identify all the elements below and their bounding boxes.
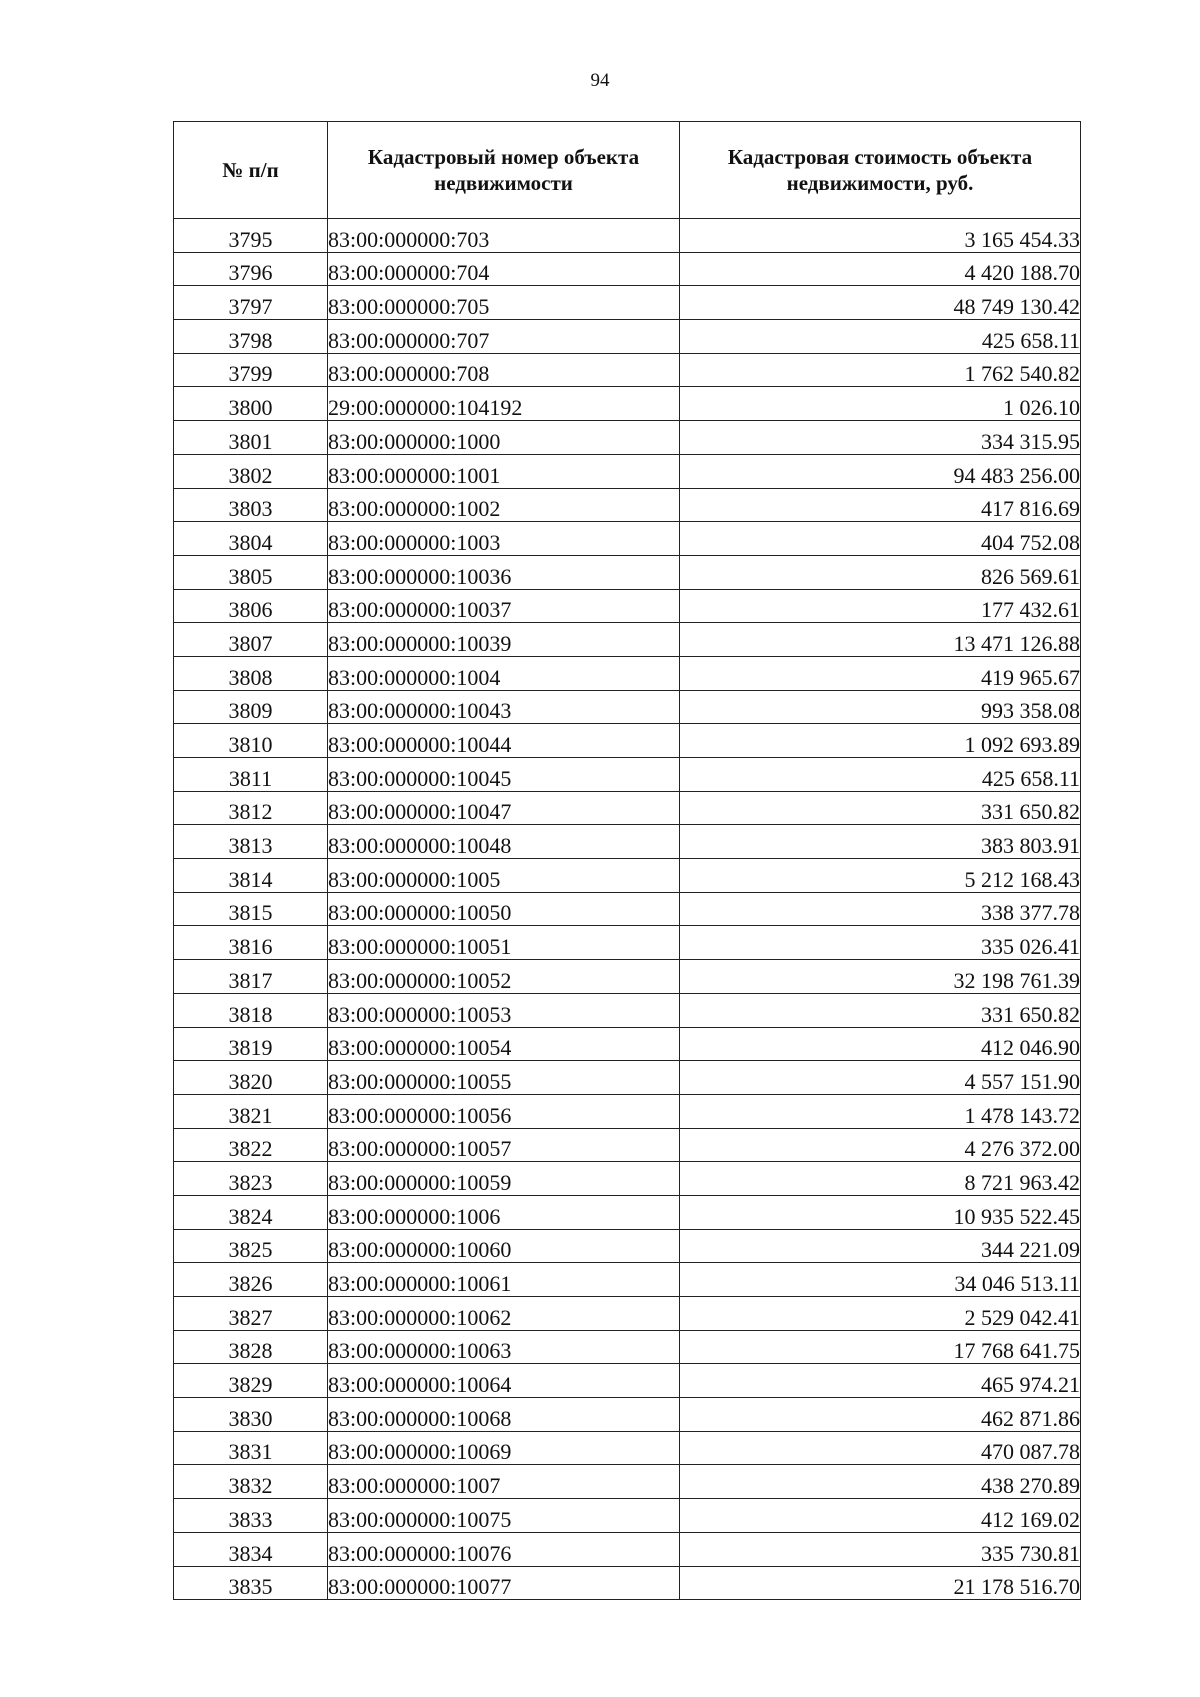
table-row [174, 1330, 1081, 1364]
cadastral-number: 83:00:000000:1006 [328, 1195, 680, 1229]
cadastral-number: 83:00:000000:10045 [328, 758, 680, 792]
row-number: 3799 [174, 353, 328, 387]
row-number: 3797 [174, 286, 328, 320]
cadastral-number: 83:00:000000:10059 [328, 1162, 680, 1196]
table-row [174, 1128, 1081, 1162]
table-row [174, 791, 1081, 825]
cadastral-number: 83:00:000000:10063 [328, 1330, 680, 1364]
cadastral-number: 83:00:000000:10036 [328, 555, 680, 589]
row-number: 3813 [174, 825, 328, 859]
table-row [174, 1532, 1081, 1566]
row-number: 3816 [174, 926, 328, 960]
table-row [174, 758, 1081, 792]
row-number: 3835 [174, 1566, 328, 1600]
cadastral-value: 4 557 151.90 [680, 1061, 1081, 1095]
cadastral-number: 83:00:000000:10039 [328, 623, 680, 657]
row-number: 3831 [174, 1431, 328, 1465]
table-row [174, 454, 1081, 488]
cadastral-value: 425 658.11 [680, 758, 1081, 792]
row-number: 3802 [174, 454, 328, 488]
cadastral-number: 83:00:000000:10052 [328, 960, 680, 994]
row-number: 3826 [174, 1263, 328, 1297]
table-row [174, 1195, 1081, 1229]
cadastral-value: 470 087.78 [680, 1431, 1081, 1465]
row-number: 3798 [174, 320, 328, 354]
table-row [174, 690, 1081, 724]
cadastral-number: 83:00:000000:10068 [328, 1398, 680, 1432]
row-number: 3834 [174, 1532, 328, 1566]
row-number: 3811 [174, 758, 328, 792]
cadastral-number: 83:00:000000:10054 [328, 1027, 680, 1061]
table-row [174, 219, 1081, 253]
row-number: 3828 [174, 1330, 328, 1364]
table-row [174, 1364, 1081, 1398]
cadastral-value: 465 974.21 [680, 1364, 1081, 1398]
cadastral-value: 438 270.89 [680, 1465, 1081, 1499]
table-row [174, 1162, 1081, 1196]
cadastral-value: 48 749 130.42 [680, 286, 1081, 320]
cadastral-value: 412 046.90 [680, 1027, 1081, 1061]
table-row [174, 724, 1081, 758]
table-row [174, 353, 1081, 387]
header-cadastral-value: Кадастровая стоимость объекта недвижимости, руб. [680, 122, 1081, 219]
cadastral-value: 417 816.69 [680, 488, 1081, 522]
table-row [174, 859, 1081, 893]
cadastral-number: 83:00:000000:10047 [328, 791, 680, 825]
row-number: 3818 [174, 993, 328, 1027]
table-row [174, 892, 1081, 926]
cadastral-value: 5 212 168.43 [680, 859, 1081, 893]
table-row [174, 1398, 1081, 1432]
cadastral-value: 425 658.11 [680, 320, 1081, 354]
cadastral-value: 94 483 256.00 [680, 454, 1081, 488]
cadastral-number: 83:00:000000:10076 [328, 1532, 680, 1566]
table-row [174, 993, 1081, 1027]
cadastral-value: 1 026.10 [680, 387, 1081, 421]
table-row [174, 960, 1081, 994]
cadastral-number: 83:00:000000:10061 [328, 1263, 680, 1297]
cadastral-value: 32 198 761.39 [680, 960, 1081, 994]
table-row [174, 1229, 1081, 1263]
table-row [174, 1499, 1081, 1533]
cadastral-value: 4 276 372.00 [680, 1128, 1081, 1162]
page-number: 94 [590, 70, 610, 91]
cadastral-number: 83:00:000000:10075 [328, 1499, 680, 1533]
cadastral-value: 335 026.41 [680, 926, 1081, 960]
row-number: 3812 [174, 791, 328, 825]
cadastral-number: 83:00:000000:1000 [328, 421, 680, 455]
cadastral-number: 29:00:000000:104192 [328, 387, 680, 421]
table-row [174, 825, 1081, 859]
table-row [174, 421, 1081, 455]
cadastral-value: 334 315.95 [680, 421, 1081, 455]
cadastral-number: 83:00:000000:10062 [328, 1297, 680, 1331]
cadastral-number: 83:00:000000:10056 [328, 1094, 680, 1128]
cadastral-value: 419 965.67 [680, 656, 1081, 690]
cadastral-number: 83:00:000000:10069 [328, 1431, 680, 1465]
cadastral-number: 83:00:000000:707 [328, 320, 680, 354]
cadastral-value: 338 377.78 [680, 892, 1081, 926]
row-number: 3817 [174, 960, 328, 994]
cadastral-number: 83:00:000000:10060 [328, 1229, 680, 1263]
cadastral-number: 83:00:000000:10037 [328, 589, 680, 623]
row-number: 3804 [174, 522, 328, 556]
table-row [174, 252, 1081, 286]
cadastral-value: 1 092 693.89 [680, 724, 1081, 758]
table-row [174, 656, 1081, 690]
cadastral-value: 17 768 641.75 [680, 1330, 1081, 1364]
cadastral-number: 83:00:000000:1003 [328, 522, 680, 556]
row-number: 3803 [174, 488, 328, 522]
table-row [174, 623, 1081, 657]
cadastral-number: 83:00:000000:1002 [328, 488, 680, 522]
table-row [174, 286, 1081, 320]
table-row [174, 1061, 1081, 1095]
cadastral-number: 83:00:000000:704 [328, 252, 680, 286]
cadastral-number: 83:00:000000:703 [328, 219, 680, 253]
cadastral-number: 83:00:000000:10051 [328, 926, 680, 960]
row-number: 3809 [174, 690, 328, 724]
row-number: 3796 [174, 252, 328, 286]
table-row [174, 589, 1081, 623]
cadastral-number: 83:00:000000:10064 [328, 1364, 680, 1398]
cadastral-number: 83:00:000000:10048 [328, 825, 680, 859]
cadastral-number: 83:00:000000:10043 [328, 690, 680, 724]
cadastral-value: 34 046 513.11 [680, 1263, 1081, 1297]
cadastral-value: 10 935 522.45 [680, 1195, 1081, 1229]
cadastral-number: 83:00:000000:10077 [328, 1566, 680, 1600]
cadastral-number: 83:00:000000:1004 [328, 656, 680, 690]
cadastral-number: 83:00:000000:708 [328, 353, 680, 387]
cadastral-value: 1 478 143.72 [680, 1094, 1081, 1128]
table-row [174, 1027, 1081, 1061]
cadastral-value: 177 432.61 [680, 589, 1081, 623]
cadastral-value: 462 871.86 [680, 1398, 1081, 1432]
cadastral-value-table [173, 121, 1081, 1600]
table-header-row [174, 122, 1081, 219]
row-number: 3800 [174, 387, 328, 421]
row-number: 3820 [174, 1061, 328, 1095]
row-number: 3832 [174, 1465, 328, 1499]
table-row [174, 1094, 1081, 1128]
row-number: 3822 [174, 1128, 328, 1162]
cadastral-number: 83:00:000000:10055 [328, 1061, 680, 1095]
row-number: 3827 [174, 1297, 328, 1331]
cadastral-number: 83:00:000000:10057 [328, 1128, 680, 1162]
cadastral-value: 335 730.81 [680, 1532, 1081, 1566]
cadastral-number: 83:00:000000:10050 [328, 892, 680, 926]
cadastral-number: 83:00:000000:1007 [328, 1465, 680, 1499]
row-number: 3823 [174, 1162, 328, 1196]
row-number: 3810 [174, 724, 328, 758]
cadastral-value: 404 752.08 [680, 522, 1081, 556]
cadastral-value: 331 650.82 [680, 791, 1081, 825]
cadastral-value: 8 721 963.42 [680, 1162, 1081, 1196]
cadastral-value: 331 650.82 [680, 993, 1081, 1027]
cadastral-value: 1 762 540.82 [680, 353, 1081, 387]
row-number: 3808 [174, 656, 328, 690]
cadastral-value: 344 221.09 [680, 1229, 1081, 1263]
row-number: 3795 [174, 219, 328, 253]
row-number: 3821 [174, 1094, 328, 1128]
table-row [174, 1566, 1081, 1600]
row-number: 3801 [174, 421, 328, 455]
cadastral-value: 2 529 042.41 [680, 1297, 1081, 1331]
cadastral-value: 993 358.08 [680, 690, 1081, 724]
table-row [174, 1465, 1081, 1499]
row-number: 3833 [174, 1499, 328, 1533]
cadastral-value: 826 569.61 [680, 555, 1081, 589]
row-number: 3830 [174, 1398, 328, 1432]
row-number: 3815 [174, 892, 328, 926]
cadastral-value: 3 165 454.33 [680, 219, 1081, 253]
row-number: 3824 [174, 1195, 328, 1229]
row-number: 3805 [174, 555, 328, 589]
table-row [174, 387, 1081, 421]
table-row [174, 488, 1081, 522]
row-number: 3825 [174, 1229, 328, 1263]
row-number: 3829 [174, 1364, 328, 1398]
cadastral-number: 83:00:000000:10044 [328, 724, 680, 758]
row-number: 3807 [174, 623, 328, 657]
table-row [174, 1297, 1081, 1331]
row-number: 3806 [174, 589, 328, 623]
table-row [174, 926, 1081, 960]
cadastral-number: 83:00:000000:10053 [328, 993, 680, 1027]
table-row [174, 522, 1081, 556]
cadastral-value: 4 420 188.70 [680, 252, 1081, 286]
table-body [174, 219, 1081, 1600]
cadastral-value: 13 471 126.88 [680, 623, 1081, 657]
row-number: 3814 [174, 859, 328, 893]
cadastral-number: 83:00:000000:1005 [328, 859, 680, 893]
cadastral-value: 412 169.02 [680, 1499, 1081, 1533]
header-num: № п/п [174, 122, 328, 219]
cadastral-number: 83:00:000000:1001 [328, 454, 680, 488]
table-row [174, 555, 1081, 589]
header-cadastral-number: Кадастровый номер объекта недвижимости [328, 122, 680, 219]
table-row [174, 320, 1081, 354]
cadastral-number: 83:00:000000:705 [328, 286, 680, 320]
table-row [174, 1431, 1081, 1465]
table-row [174, 1263, 1081, 1297]
cadastral-value: 21 178 516.70 [680, 1566, 1081, 1600]
cadastral-value: 383 803.91 [680, 825, 1081, 859]
row-number: 3819 [174, 1027, 328, 1061]
